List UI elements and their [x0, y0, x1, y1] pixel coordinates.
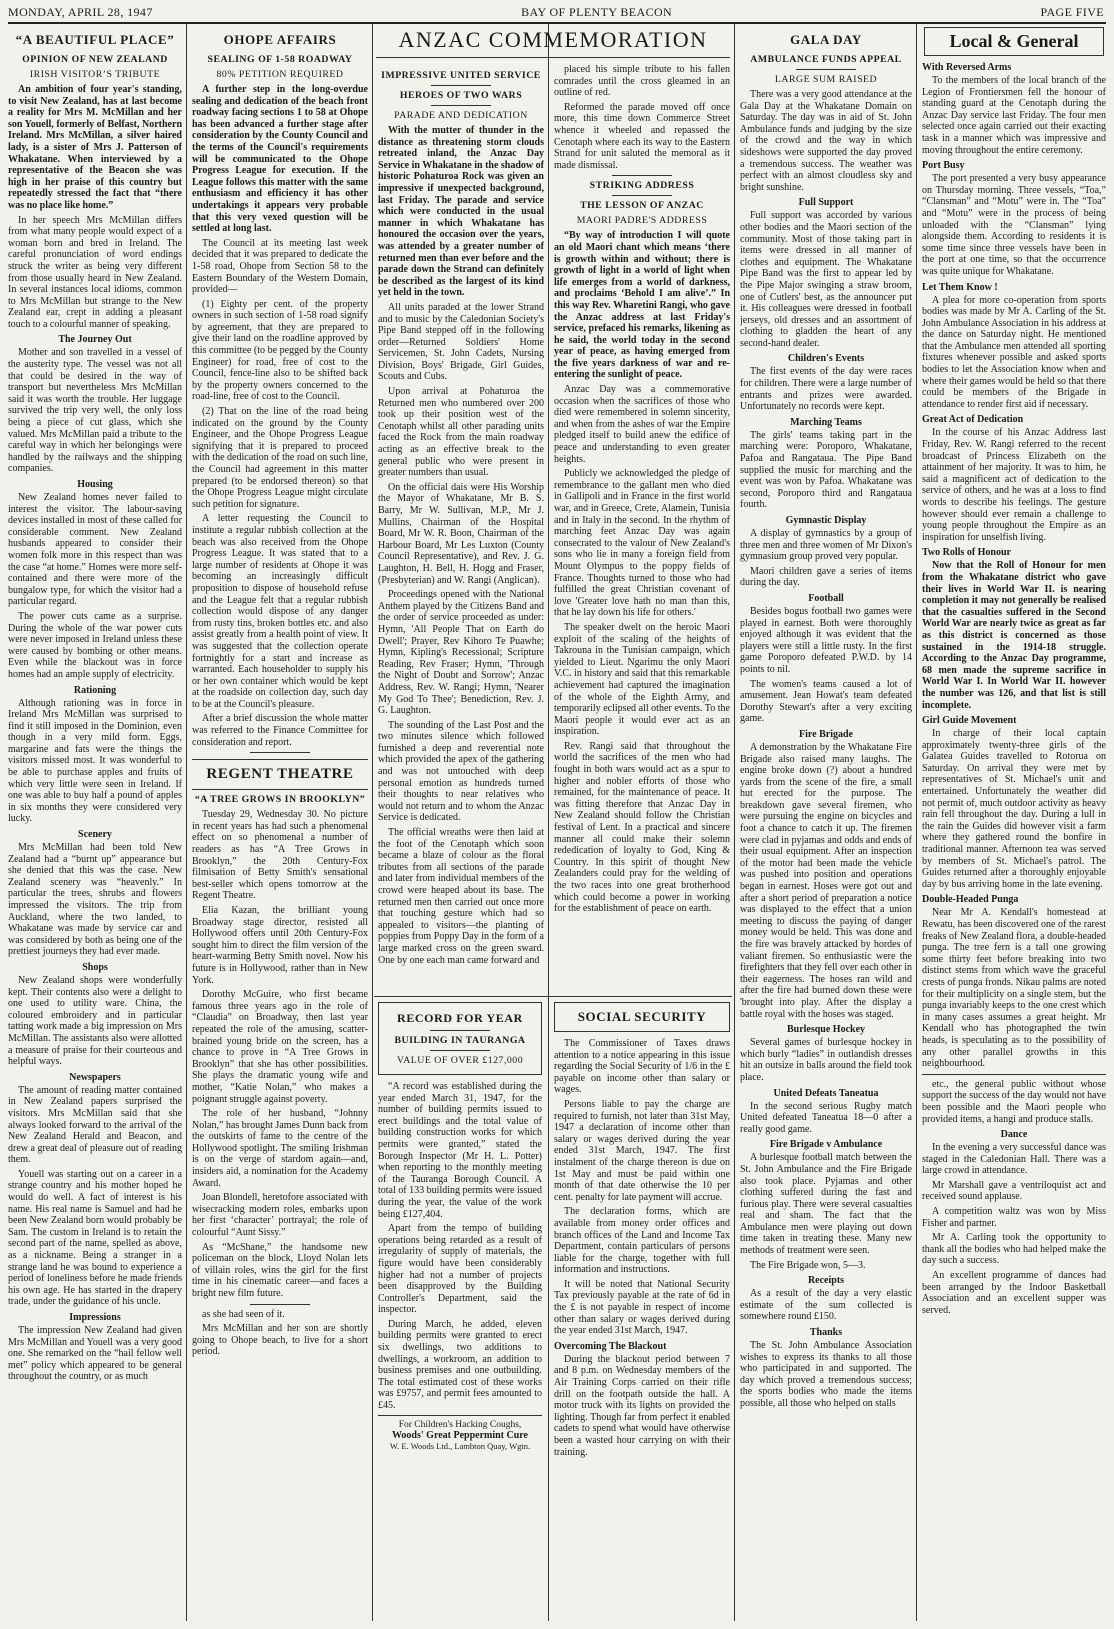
headline: RECORD FOR YEAR [397, 1011, 523, 1025]
section-heading: Newspapers [69, 1071, 121, 1083]
paragraph: The official wreaths were then laid at the foot of the Cenotaph which soon became a blaze of colour as the floral tributes from all sections of the parade and later from individual members of the crowd were heaped about its base. The returned men then carried out once more that touching gesture which had so appealed to visitors—the planting of poppies from Poppy Day in the form of a large marked cross on the green sward. One by one each man came forward and [378, 827, 544, 966]
subheadline: IMPRESSIVE UNITED SERVICE [381, 70, 541, 81]
paragraph: The girls' teams taking part in the marching were: Poroporo, Whakatane, Pafoa and Rangataua. The Pipe Band supplied the music for marching and the event was won by Pafoa. Whakatane was second, Poroporo third and Rangataua fourth. [740, 429, 912, 511]
section-heading: Thanks [809, 1327, 843, 1339]
headline: GALA DAY [790, 32, 862, 47]
paragraph: After a brief discussion the whole matter was referred to the Finance Committee for consideration and report. [192, 713, 368, 748]
paragraph: Mrs McMillan had been told New Zealand had a “burnt up” appearance but she denied that this was the case. New Zealand scenery was “heavenly.” In particular the trees, shrubs and flowers impressed the visitors. The trip from Auckland, where the two landed, to Whakatane was made by service car and was considered by both as being one of the prettiest journeys they had ever made. [8, 842, 182, 958]
paragraph: On the official dais were His Worship the Mayor of Whakatane, Mr B. S. Barry, Mr W. Sullivan, M.P., Mr J. Mullins, Chairman of the Hospital Board, Mr W. R. Boon, Chairman of the Harbour Board, Mr Les Luxton (County Council Representative), and Rev. J. G. Laughton, H. Bell, H. Hogg and Fraser, (Presbyterian) and W. Rangi (Anglican). [378, 481, 544, 586]
newspaper-page [8, 4, 1106, 1621]
paragraph: A demonstration by the Whakatane Fire Brigade also raised many laughs. The engine broke down (?) about a hundred yards from the scene of the fire, a small hut erected for the purpose. The breakdown gave several firemen, who were pursuing the engine on bicycles and foot a chance to catch it up. The firemen were clad in pyjamas and odds and ends of their usual equipment. After an inspection of the motor had been made the vehicle was pushed into position and operations began in earnest. Hoses were got out and after a short period of preparation a notice was displayed to the effect that a union meeting to discuss the paying of danger money would be held. This was done and the fire was bravely attacked by hordes of valiant firemen. So enthusiastic were the firefighters that they fell over each other in their eagerness. The hoses ran wild and after the fire had burned down these were 'brought into play. After the display a battle royal with the hoses was staged. [740, 741, 912, 1020]
issue-date: MONDAY, APRIL 28, 1947 [8, 5, 153, 19]
section-heading: United Defeats Taneatua [773, 1087, 879, 1099]
lead-paragraph: “By way of introduction I will quote an old Maori chant which means ‘there is growth within and without; there is growth of light in a world of light when life emerges from a world of darkness, and proclaims ‘Behold I am alive’.” In this way Rev. Wharetini Rangi, who gave the Anzac address at last Friday's service, prefaced his remarks, likening as he said, the world today in the second year of peace, as having emerged from the five years darkness of war and re-entering the sunlight of peace. [554, 230, 730, 381]
article-gala-day [740, 24, 912, 1621]
paragraph: The Commissioner of Taxes draws attention to a notice appearing in this issue regarding the Social Security of 1/6 in the £ payable on income other than salary or wages. [554, 1038, 730, 1096]
subheadline: MAORI PADRE'S ADDRESS [576, 215, 708, 227]
lead-paragraph: With the mutter of thunder in the distance as threatening storm clouds retreated inland, the Anzac Day Service in Whakatane in the shadow of historic Pohaturoa Rock was given an impressive if unexpected background, last Friday. The parade and service which were conducted in the usual manner in which Whakatane has honoured the occasion over the years, was attended by a greater number of returned men than ever before and the parade down the Strand can definitely be described as the largest of its kind yet held in the town. [378, 125, 544, 299]
subheadline: 80% PETITION REQUIRED [216, 69, 344, 80]
paragraph: Maori children gave a series of items during the day. [740, 565, 912, 589]
paragraph: During the blackout period between 7 and 8 p.m. on Wednesday members of the Air Training Corps carried on their rifle drill on the footpath outside the hall. A motor truck with its lights on provided the lighting. Though far from perfect it enabled cadets to spend what would have otherwise been a wasted hour carrying on with their training. [554, 1353, 730, 1458]
paragraph: A burlesque football match between the St. John Ambulance and the Fire Brigade also took place. Pyjamas and other clothing suffered during the fast and furious play. There were several casualties real and sham. The fact that the Ambulance men were playing out down time taken in treating these. Many new methods of treatment were seen. [740, 1152, 912, 1257]
advert-line: For Children's Hacking Coughs, [398, 1419, 522, 1430]
article-social-security [554, 1002, 730, 1621]
paragraph: All units paraded at the lower Strand and to music by the Caledonian Society's Pipe Band stepped off in the following order—Returned Soldiers' Home Servicemen, St. John Cadets, Nursing Division, Boys' Brigade, Girl Guides, Scouts and Cubs. [378, 301, 544, 383]
paragraph: Mother and son travelled in a vessel of the austerity type. The vessel was not all that could be desired in the way of transport but nevertheless Mrs McMillan said it was worth the trouble. Her luggage survived the trip very well, the only loss being a piece of cut glass, which she valued. Mrs McMillan paid a tribute to the careful way in which her belongings were handled by the railways and the shipping companies. [8, 347, 182, 475]
paragraph: In her speech Mrs McMillan differs from what many people would expect of a woman born and bred in Ireland. The careful pronunciation of word endings struck the writer as being very different from those usually heard in New Zealand. In several instances local idioms, common to Mrs McMillan but strange to the New Zealand ear, crept in adding a pleasant touch to a colourful manner of speaking. [8, 214, 182, 330]
paragraph: In the evening a very successful dance was staged in the Caledonian Hall. There was a large crowd in attendance. [922, 1142, 1106, 1177]
subheadline: SEALING OF 1-58 ROADWAY [207, 54, 353, 65]
article-anzac-commemoration [378, 64, 544, 994]
paragraph: Publicly we acknowledged the pledge of remembrance to the gallant men who died in Gallipoli and in France in the first world war, and in Greece, Crete, Alamein, Tunisia and in Italy in the second. In the rhythm of marching feet Anzac Day was again consecrated to the valour of New Zealand's sons who lie in many a foreign field from Mount Olympus to the poppy fields of France. Thoughts turned to those who had fulfilled the great Christian covenant of love 'Greater love hath no man than this, that he lay down his life for others.' [554, 468, 730, 619]
paragraph: The women's teams caused a lot of amusement. Jean Howat's team defeated Dorothy Stewart's after a very exciting game. [740, 678, 912, 725]
paragraph: The impression New Zealand had given Mrs McMillan and Youell was a very good one. She remarked on the “hail fellow well met” policy which appeared to be general throughout the country, or as much [8, 1325, 182, 1383]
social-box [554, 1002, 730, 1032]
paragraph: In charge of their local captain approximately twenty-three girls of the Galatea Guides travelled to Rotorua on Saturday. On arrival they were met by representatives of St. Michael's unit and entertained. Unfortunately the weather did not permit of, much outdoor activity as heavy rain fell throughout the day. During a lull in the rain the Guides did however visit a farm where they gathered round the bonfire in traditional manner. Afternoon tea was served by members of St. Michael's patrol. The Guides returned after a thoroughly enjoyable day by bus arriving home in the late evening. [922, 728, 1106, 890]
section-heading: Dance [1000, 1129, 1028, 1141]
masthead [8, 4, 1106, 24]
paragraph: The power cuts came as a surprise. During the whole of the war power cuts were never imposed in Ireland unless these were caused by bombing or other means. Even while the blackout was in force homes had an ample supply of electricity. [8, 610, 182, 680]
paragraph: Apart from the tempo of building operations being retarded as a result of irregularity of supply of materials, the figure would have been considerably higher had not a number of projects been disapproved by the Building Controller's Department, said the inspector. [378, 1223, 542, 1316]
record-box [378, 1002, 542, 1075]
paragraph: Reformed the parade moved off once more, this time down Commerce Street whence it wheeled and repassed the Cenotaph where each its way to the Eastern Strand for unit saluted the memoral as it made dismissal. [554, 101, 730, 171]
paragraph: The amount of reading matter contained in New Zealand papers surprised the visitors. Mrs McMillan said that she always looked forward to the arrival of the New Zealand Herald and Beacon, and drew a great deal of pleasure out of reading them. [8, 1084, 182, 1166]
paragraph: Proceedings opened with the National Anthem played by the Citizens Band and the order of service proceeded as under: Hymn, 'All People That on Earth do Dwell'; Prayer, Rev Kihoro Te Puawhe; Hymn, Kipling's Recessional; Scripture Reading, Rev Fraser; Hymn, 'Through the Night of Doubt and Sorrow'; Anzac Address, Rev. W. Rangi; Hymn, 'Nearer My God To Thee'; Benediction, Rev. J. G. Laughton. [378, 589, 544, 717]
lead-paragraph: A further step in the long-overdue sealing and dedication of the beach front roadway facing sections 1 to 58 at Ohope has been advanced a further stage after consideration by the County Council and the terms of the Council's requirements will be communicated to the Ohope Progress League for execution. If the League follows this matter with the same enthusiasm and efficiency it has other undertakings it appears very probable that this very vexed question will be settled at long last. [192, 84, 368, 235]
section-heading: Let Them Know ! [922, 281, 998, 293]
section-heading: Fire Brigade v Ambulance [769, 1139, 883, 1151]
headline: OHOPE AFFAIRS [223, 32, 337, 47]
paragraph: Mr Marshall gave a ventriloquist act and received sound applause. [922, 1179, 1106, 1203]
section-heading: Girl Guide Movement [922, 715, 1017, 727]
paragraph: Mr A. Carling took the opportunity to thank all the bodies who had helped make the day such a success. [922, 1232, 1106, 1267]
section-heading: Shops [82, 961, 108, 973]
peppermint-cure-advert [378, 1415, 542, 1451]
paragraph: The first events of the day were races for children. There were a large number of entrants and prizes were awarded. Unfortunately no records were kept. [740, 366, 912, 413]
section-heading: Rationing [73, 684, 117, 696]
advert-address: W. E. Woods Ltd., Lambton Quay, Wgtn. [389, 1440, 531, 1451]
paragraph: A plea for more co-operation from sports bodies was made by Mr A. Carling of the St. John Ambulance Association in his address at the dance on Saturday night. He mentioned that the Ambulance men attended all sporting fixtures whenever possible and asked sports bodies to let the Association know when and where their games would be held so that there could be members of the Brigade in attendance to render first aid if necessary. [922, 294, 1106, 410]
columns [8, 24, 1106, 1621]
headline: REGENT THEATRE [206, 766, 354, 783]
paragraph: New Zealand homes never failed to interest the visitor. The labour-saving devices installed in most of these called for considerable comment. New Zealand husbands appeared to consider their women folk more in this respect than was the case “at home.” Homes were more self-contained and there were more of the bungalow type, for which the visitor had a particular regard. [8, 492, 182, 608]
paragraph: “A record was established during the year ended March 31, 1947, for the number of building permits issued to erect buildings and the total value of building construction works for which permits were granted,” stated the Borough Inspector (Mr H. L. Potter) when reporting to the monthly meeting of the Tauranga Borough Council. A total of 133 building permits were issued during the year, the value of the work being £127,404. [378, 1081, 542, 1220]
section-heading: The Journey Out [58, 334, 132, 346]
paragraph: A competition waltz was won by Miss Fisher and partner. [922, 1206, 1106, 1229]
section-heading: Children's Events [787, 353, 865, 365]
article-anzac-address [554, 64, 730, 994]
section-heading: Football [808, 592, 844, 604]
paragraph: As a result of the day a very elastic estimate of the sum collected is somewhere round £150. [740, 1288, 912, 1323]
headline: “A BEAUTIFUL PLACE” [15, 32, 175, 47]
section-title: Local & General [924, 27, 1104, 56]
section-heading: Overcoming The Blackout [554, 1340, 667, 1352]
article-record-for-year [378, 1002, 542, 1621]
paragraph: placed his simple tribute to his fallen comrades until the cross gleamed in an outline of red. [554, 64, 730, 99]
regent-theatre-header [192, 759, 368, 790]
lead-paragraph: Now that the Roll of Honour for men from the Whakatane district who gave their lives in World War II. is nearing completion it may not generally be realised that the casualties suffered in the Second World War are nearly twice as great as far as this district is concerned as those sustained in the 1914-18 struggle. According to the Anzac Day programme, 68 men made the supreme sacrifice in World War I. In World War II. however the number was 126, and that list is still incomplete. [922, 560, 1106, 711]
paragraph: (2) That on the line of the road being indicated on the ground by the County Engineer, and the Ohope Progress League signifying that it is prepared to proceed with the dedication of the road on such line, the Council had agreement in this matter prepared (to be endorsed thereon) so that the Ohope Progress League might circulate such petition for signature. [192, 406, 368, 510]
paragraph: Besides bogus football two games were played in earnest. Both were thoroughly enjoyed although it was evident that the players were still a little rusty. In the first game Poroporo defeated P.W.D. by 14 points to nil. [740, 605, 912, 675]
paragraph: (1) Eighty per cent. of the property owners in such section of 1-58 road signify by agreement, that they are prepared to give their land on the roadline approved by this committee (to be pegged by the County Engineer) for road, free of cost to the Council, fence-line also to be shifted back by the property owners concerned to the road-line, free of cost to the Council. [192, 298, 368, 403]
section-heading: Double-Headed Punga [922, 894, 1019, 906]
subheadline: IRISH VISITOR’S TRIBUTE [29, 69, 161, 80]
paragraph: The St. John Ambulance Association wishes to express its thanks to all those who participated in and supported. The day which proved a tremendous success; the sports bodies who made the items possible, all those who helped on stalls [740, 1340, 912, 1409]
paragraph: The role of her husband, “Johnny Nolan,” has brought James Dunn back from the outskirts of fame to the centre of the Hollywood spotlight. The smiling Irishman is on the verge of stardom again—and, insiders aid, a nomination for the Academy Award. [192, 1108, 368, 1189]
subheadline: LARGE SUM RAISED [774, 74, 878, 85]
paragraph: Full support was accorded by various other bodies and the Maori section of the community. Most of those taking part in items were dressed in all manner of clothes and equipment. The Whakatane Pipe Band was the first to appear led by the Pipe Major swinging a straw broom, one of Cutlers' best, as the announcer put it. His colleagues were dressed in football jerseys, old dresses and an assortment of clothing to gladden the heart of any second-hand dealer. [740, 210, 912, 349]
paragraph: Near Mr A. Kendall's homestead at Rewatu, has been discovered one of the rarest freaks of New Zealand flora, a double-headed punga. The tree fern is a tall one growing some thirty feet before breaking into two distinct stems from which wave the graceful crests of punga fronds. Nikau palms are noted for their multiplicity on a single stem, but the punga invariably keeps to the one crest which in many cases assumes a great height. Mr Kendall who has photographed the twin heads, is speculating as to the possibility of any other parallel growths in this neighbourhood. [922, 907, 1106, 1070]
article-local-general [922, 24, 1106, 1621]
section-heading: With Reversed Arms [922, 62, 1012, 73]
subheadline: “A TREE GROWS IN BROOKLYN” [194, 794, 366, 806]
headline: STRIKING ADDRESS [589, 180, 695, 192]
paragraph: It will be noted that National Security Tax previously payable at the rate of 6d in the £ is not payable in respect of income other than salary or wages derived during the year ended 31st March, 1947. [554, 1278, 730, 1337]
paragraph: An excellent programme of dances had been arranged by the Indoor Basketball Association and an excellent supper was served. [922, 1270, 1106, 1316]
paragraph: Several games of burlesque hockey in which burly “ladies” in outlandish dresses hit an outsize in balls around the field took place. [740, 1037, 912, 1083]
paragraph: Dorothy McGuire, who first became famous three years ago in the role of “Claudia” on Broadway, then last year repeated the role of the amusing, scatter-brained young bride on the screen, has a chance to prove in “A Tree Grows in Brooklyn” that she has other possibilities. She plays the dramatic young wife and mother, “Katie Nolan,” who makes a poignant struggle against poverty. [192, 989, 368, 1105]
paper-name: BAY OF PLENTY BEACON [521, 5, 673, 19]
subheadline: VALUE OF OVER £127,000 [396, 1055, 524, 1066]
section-heading: Full Support [798, 197, 854, 209]
section-heading: Fire Brigade [799, 728, 853, 740]
article-beautiful-place [8, 24, 182, 1621]
subheadline: HEROES OF TWO WARS [399, 90, 523, 101]
subheadline: PARADE AND DEDICATION [394, 110, 528, 121]
paragraph: To the members of the local branch of the Legion of Frontiersmen fell the honour of standing guard at the Cenotaph during the Anzac Day service last Friday. The four men selected once again carried out their exacting task in a manner which was impressive and moving throughout the entire ceremony. [922, 75, 1106, 156]
paragraph: In the course of his Anzac Address last Friday, Rev. W. Rangi referred to the recent broadcast of Princess Elizabeth on the attainment of her majority. It was to him, he said a magnificent act of dedication to the service of others, and he was at a loss to find words to describe his feelings. The gesture however should ever remain a challenge to young people throughout the Empire as an inspiration for unselfish living. [922, 427, 1106, 543]
paragraph: as she had seen of it. [202, 1308, 285, 1320]
section-heading: Gymnastic Display [785, 515, 867, 526]
paragraph: The speaker dwelt on the heroic Maori exploit of the scaling of the heights of Takrouna in the Tunisian campaign, which yielded to Lieut. Ngarimu the only Maori V.C. in history and said that this remarkable achievement had captured the imagination of the whole of the Eighth Army, and temporarily eclipsed all other events. To the Maori people it would ever act as an inspiration. [554, 621, 730, 738]
section-heading: Impressions [69, 1312, 121, 1323]
section-heading: Marching Teams [790, 416, 862, 428]
section-heading: Burlesque Hockey [786, 1024, 866, 1036]
paragraph: The Fire Brigade won, 5—3. [750, 1259, 866, 1271]
section-heading: Housing [77, 479, 113, 490]
subheadline: THE LESSON OF ANZAC [580, 200, 704, 212]
section-heading: Port Busy [922, 160, 965, 172]
paragraph: Persons liable to pay the charge are required to furnish, not later than 31st May, 1947 a declaration of income other than salary or wages derived during the year ended 31st March, 1947. The first instalment of the charge thereon is due on 1st May and must be paid within one month of that date otherwise the 10 per cent. penalty for late payment will accrue. [554, 1098, 730, 1203]
paragraph: Although rationing was in force in Ireland Mrs McMillan was surprised to find it still imposed in the Dominion, even though in a very mild form. Eggs, margarine and fats were the things the visitors missed most. It was wonderful to be able to purchase apples and fruits of which very little were seen in Ireland. If one was able to buy half a pound of apples in six months they were considered very lucky. [8, 697, 182, 825]
paragraph: Upon arrival at Pohaturoa the Returned men who numbered over 200 took up their position west of the Cenotaph whilst all other parading units faced the Rock from the main roadway acting as an effective break to the general public who were present in greater numbers than usual. [378, 386, 544, 479]
paragraph: Joan Blondell, heretofore associated with wisecracking modern roles, embarks upon her first ‘character’ portrayal; the role of colourful “Aunt Sissy.” [192, 1192, 368, 1239]
section-heading: Two Rolls of Honour [922, 547, 1011, 559]
section-heading: Great Act of Dedication [922, 414, 1024, 426]
advert-brand: Woods' Great Peppermint Cure [391, 1429, 528, 1441]
paragraph: Mrs McMillan and her son are shortly going to Ohope beach, to live for a short period. [192, 1323, 368, 1358]
paragraph: Youell was starting out on a career in a strange country and his mother hoped he would do well. A fact of interest is his name. His real name is Samuel and had he been New Zealand born would probably be Sam. The custom in Ireland is to retain the second part of the name, spelled as above, as a nickname. Being a stranger in a strange land he was bound to experience a period of loneliness before he made friends his own age. He has started in the drapery trade, under the guidance of his uncle. [8, 1168, 182, 1308]
paragraph: In the second serious Rugby match United defeated Taneatua 18—0 after a really good game. [740, 1100, 912, 1135]
subheadline: AMBULANCE FUNDS APPEAL [750, 54, 902, 65]
paragraph: During March, he added, eleven building permits were granted to erect six dwellings, two additions to dwellings, a workroom, an addition to business premises and one outbuilding. The total estimated cost of these works was £9757, and permit fees amounted to £45. [378, 1318, 542, 1412]
paragraph: Elia Kazan, the brilliant young Broadway stage director, resisted all Hollywood offers until 20th Century-Fox sought him to direct the film version of the heart-warming Betty Smith novel. Now his future is in Hollywood, rather than in New York. [192, 905, 368, 986]
article-ohope-affairs [192, 24, 368, 1621]
paragraph: The sounding of the Last Post and the two minutes silence which followed furnished a deep and reverential note which provided the apex of the gathering and was not untouched with deep personal emotion as hundreds turned their thoughts to near relatives who would not return and to whom the Anzac Service is dedicated. [378, 719, 544, 824]
headline: ANZAC COMMEMORATION [376, 24, 730, 58]
paragraph: The Council at its meeting last week decided that it was prepared to dedicate the 1-58 road, Ohope from Section 58 to the Eastern Boundary of the Western Domain, provided— [192, 237, 368, 296]
headline: SOCIAL SECURITY [577, 1009, 707, 1024]
section-heading: Scenery [78, 829, 112, 841]
paragraph: A display of gymnastics by a group of three men and three women of Mr Dixon's gymnasium group proved very popular. [740, 528, 912, 563]
paragraph: The declaration forms, which are available from money order offices and branch offices of the Land and Income Tax Department, contain particulars of persons liable for the charge, together with full information and instructions. [554, 1206, 730, 1276]
paragraph: Tuesday 29, Wednesday 30. No picture in recent years has had such a phenomenal effect on so phenomenal a number of readers as has “A Tree Grows in Brooklyn,” the 20th Century-Fox filmisation of Betty Smith's sensational best-seller which opens tomorrow at the Regent Theatre. [192, 809, 368, 902]
paragraph: There was a very good attendance at the Gala Day at the Whakatane Domain on Saturday. The day was in aid of St. John Ambulance funds and judging by the size of the crowd and the way in which sideshows were supported the day proved a tremendous success. The weather was perfect with an almost cloudless sky and bright sunshine. [740, 89, 912, 193]
paragraph: Rev. Rangi said that throughout the world the sacrifices of the men who had fought in both wars would act as a spur to higher and nobler efforts of those who remained, for the maintenance of peace. It was fitting therefore that Anzac Day in New Zealand should follow the Christian festival of Lent. In a practical and sincere manner all could make their solemn rededication of loyalty to God, King & Country. In this spirit of thought New Zealanders could pray for the welding of the two races into one great brotherhood which could become a power in working for the establishment of peace on earth. [554, 740, 730, 915]
subheadline: OPINION OF NEW ZEALAND [22, 54, 168, 65]
paragraph: A letter requesting the Council to institute a regular rubbish collection at the beach was also received from the Ohope Progress League. It was stated that to a large number of residents at Ohope it was becoming an increasingly difficult proposition to dispose of household refuse and the League felt that a regular rubbish collection would dispose of any danger from rusty tins, broken bottles etc. and also assist greatly from a health point of view. It was suggested that the collection operate fortnightly for a start and increase as warranted. Each householder to supply his or her own container which would be kept at the roadside on collection day, such day to be at the Council's pleasure. [192, 513, 368, 710]
paragraph: As “McShane,” the handsome new policeman on the block, Lloyd Nolan lets of villain roles, wins the girl for the first time in his cinematic career—and faces a bright new film future. [192, 1241, 368, 1299]
subheadline: BUILDING IN TAURANGA [394, 1035, 526, 1046]
paragraph: Anzac Day was a commemorative occasion when the sacrifices of those who died were remembered in solemn sincerity, and when from the ashes of war the Empire pledged itself to build anew the edifice of peace and understanding to even greater heights. [554, 384, 730, 465]
paragraph: New Zealand shops were wonderfully kept. Their contents also were a delight to one used to utility ware. China, the coloured embroidery and in particular tatting work made a big impression on Mrs McMillan. The assistants also were allotted a measure of praise for their courteous and helpful ways. [8, 974, 182, 1068]
page-number: PAGE FIVE [1040, 5, 1104, 19]
lead-paragraph: An ambition of four year's standing, to visit New Zealand, has at last become a reality for Mrs M. McMillan and her son Youell, formerly of Belfast, Northern Ireland. Mrs McMillan, a silver haired lady, is a sister of Mrs J. Patterson of Whakatane. When interviewed by a representative of the Beacon she was high in her praise of this country but repeatedly stressed the fact that “there was no place like home.” [8, 84, 182, 211]
paragraph: The port presented a very busy appearance on Thursday morning. Three vessels, “Toa,” “Clansman” and “Motu” were in. The “Toa” and “Motu” were in the process of being unloaded with the “Clansman” lying alongside them. According to residents it is some time since three vessels have been in the port at one time, so that the occurrence was quite unique for Whakatane. [922, 173, 1106, 277]
section-heading: Receipts [807, 1275, 845, 1287]
paragraph: etc., the general public without whose support the success of the day would not have been possible and the Maori people who provided items, a hangi and produce stalls. [922, 1078, 1106, 1125]
